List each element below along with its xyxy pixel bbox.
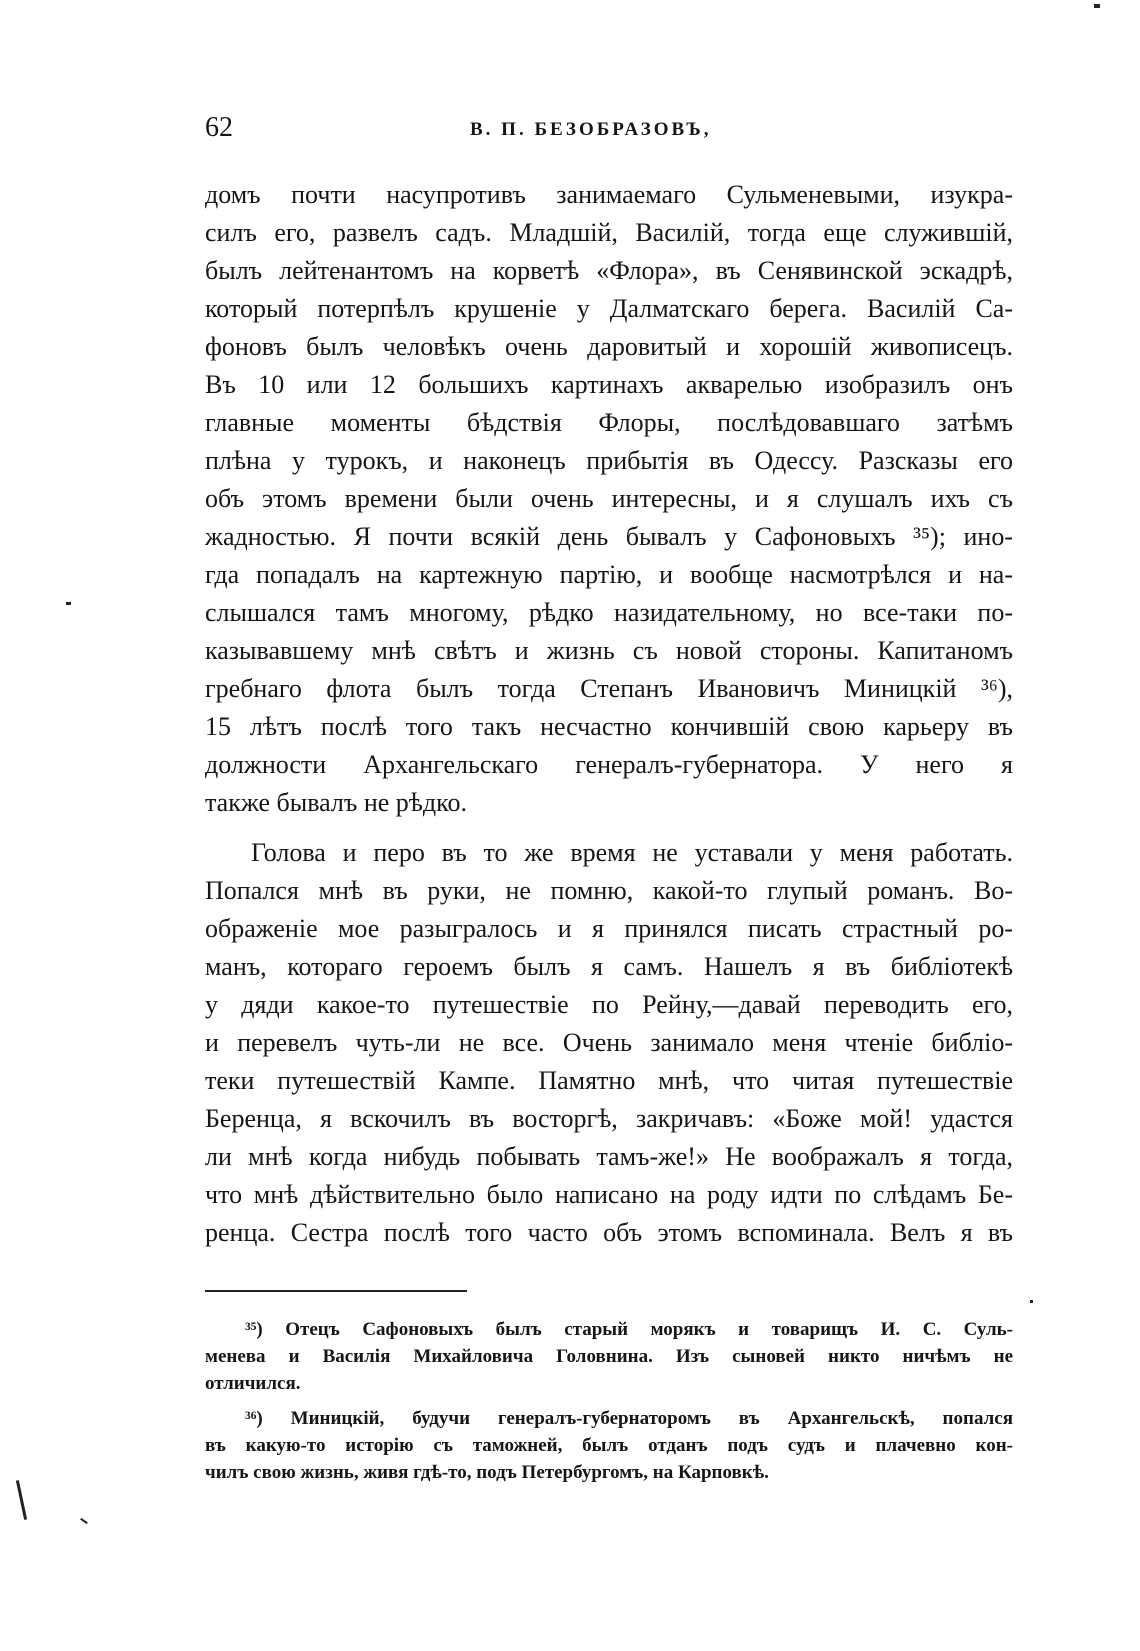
text-line: Голова и перо въ то же время не уставали у меня работать.: [251, 838, 1013, 867]
paragraph-gap: [205, 822, 1013, 834]
text-line: гда попадалъ на картежную партію, и вообще насмотрѣлся и на-: [205, 560, 1013, 589]
scan-speck: [1030, 1300, 1033, 1303]
text-line: Попался мнѣ въ руки, не помню, какой-то глупый романъ. Во-: [205, 876, 1013, 905]
text-line: и перевелъ чуть-ли не все. Очень занимало меня чтеніе библіо-: [205, 1028, 1013, 1057]
scan-speck: [80, 1518, 88, 1524]
paragraph-2: [205, 834, 1013, 1252]
text-line: фоновъ былъ человѣкъ очень даровитый и хорошій живописецъ.: [205, 332, 1013, 361]
footnote-line: отличился.: [205, 1373, 301, 1394]
footnote-separator: [205, 1290, 467, 1292]
footnote-line: ³⁶) Миницкій, будучи генералъ-губернаторомъ въ Архангельскѣ, попался: [245, 1408, 1013, 1429]
scan-speck: [1094, 4, 1100, 8]
footnote-35: [205, 1316, 1013, 1397]
text-line: жадностью. Я почти всякій день бывалъ у Сафоновыхъ ³⁵); ино-: [205, 522, 1013, 551]
footnotes: [205, 1316, 1013, 1486]
text-line: гребнаго флота былъ тогда Степанъ Ивановичъ Миницкій ³⁶),: [205, 674, 1013, 703]
text-line: главные моменты бѣдствія Флоры, послѣдовавшаго затѣмъ: [205, 408, 1013, 437]
text-line: у дяди какое-то путешествіе по Рейну,—давай переводить его,: [205, 990, 1013, 1019]
text-line: ренца. Сестра послѣ того часто объ этомъ вспоминала. Велъ я въ: [205, 1218, 1013, 1247]
footnote-line: чилъ свою жизнь, живя гдѣ-то, подъ Петербургомъ, на Карповкѣ.: [205, 1462, 769, 1483]
text-line: объ этомъ времени были очень интересны, и я слушалъ ихъ съ: [205, 484, 1013, 513]
text-line: плѣна у турокъ, и наконецъ прибытія въ Одессу. Разсказы его: [205, 446, 1013, 475]
page-header: [205, 108, 1005, 148]
scan-speck: [66, 602, 71, 605]
page-number: 62: [205, 112, 233, 143]
running-head: В. П. БЕЗОБРАЗОВЪ,: [470, 119, 712, 140]
text-line: силъ его, развелъ садъ. Младшій, Василій, тогда еще служившій,: [205, 218, 1013, 247]
text-line: теки путешествій Кампе. Памятно мнѣ, что читая путешествіе: [205, 1066, 1013, 1095]
text-line: 15 лѣтъ послѣ того такъ несчастно кончившій свою карьеру въ: [205, 712, 1013, 741]
text-line: казывавшему мнѣ свѣтъ и жизнь съ новой стороны. Капитаномъ: [205, 636, 1013, 665]
text-line: домъ почти насупротивъ занимаемаго Сульменевыми, изукра-: [205, 180, 1013, 209]
main-text: [205, 176, 1013, 1252]
text-line: Беренца, я вскочилъ въ восторгѣ, закричавъ: «Боже мой! удастся: [205, 1104, 1013, 1133]
scan-mark: [16, 1480, 27, 1520]
text-line: манъ, котораго героемъ былъ я самъ. Нашелъ я въ библіотекѣ: [205, 952, 1013, 981]
text-line: слышался тамъ многому, рѣдко назидательному, но все-таки по-: [205, 598, 1013, 627]
text-line: также бывалъ не рѣдко.: [205, 788, 467, 817]
text-line: должности Архангельскаго генералъ-губернатора. У него я: [205, 750, 1013, 779]
text-line: что мнѣ дѣйствительно было написано на роду идти по слѣдамъ Бе-: [205, 1180, 1013, 1209]
footnote-gap: [205, 1397, 1013, 1405]
paragraph-1: [205, 176, 1013, 822]
text-line: былъ лейтенантомъ на корветѣ «Флора», въ Сенявинской эскадрѣ,: [205, 256, 1013, 285]
text-line: ли мнѣ когда нибудь побывать тамъ-же!» Не воображалъ я тогда,: [205, 1142, 1013, 1171]
text-line: который потерпѣлъ крушеніе у Далматскаго берега. Василій Са-: [205, 294, 1013, 323]
footnote-36: [205, 1405, 1013, 1486]
text-line: Въ 10 или 12 большихъ картинахъ акварелью изобразилъ онъ: [205, 370, 1013, 399]
footnote-line: ³⁵) Отецъ Сафоновыхъ былъ старый морякъ и товарищъ И. С. Суль-: [245, 1319, 1013, 1340]
footnote-line: менева и Василія Михайловича Головнина. Изъ сыновей никто ничѣмъ не: [205, 1346, 1013, 1367]
footnote-line: въ какую-то исторію съ таможней, былъ отданъ подъ судъ и плачевно кон-: [205, 1435, 1013, 1456]
text-line: ображеніе мое разыгралось и я принялся писать страстный ро-: [205, 914, 1013, 943]
